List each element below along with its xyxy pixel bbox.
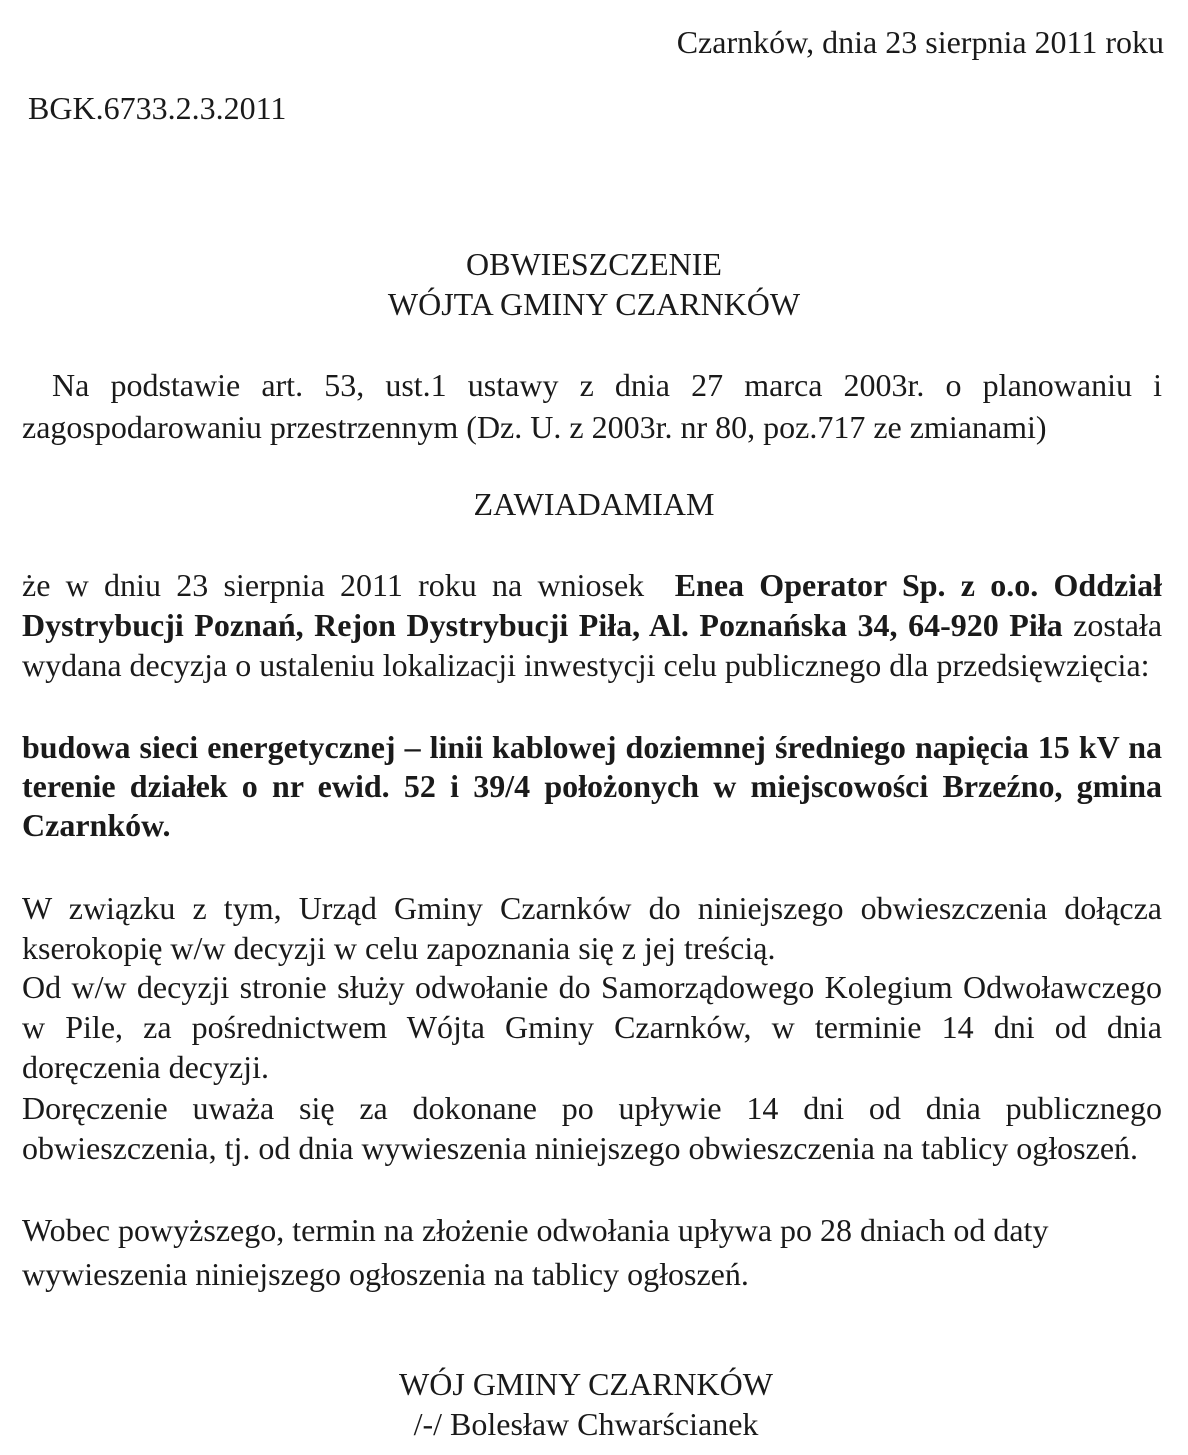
decision-outcome: została wydana decyzja o ustaleniu lokalizacji inwestycji celu publicznego dla przedsięwzięcia: bbox=[22, 607, 1163, 683]
notify-heading: ZAWIADAMIAM bbox=[473, 486, 715, 522]
reference-number: BGK.6733.2.3.2011 bbox=[28, 90, 287, 126]
signature-name: /-/ Bolesław Chwarścianek bbox=[413, 1406, 759, 1442]
paragraph-deadline bbox=[22, 1210, 1162, 1294]
decision-paragraph bbox=[22, 565, 1162, 685]
paragraph-delivery: Doręczenie uważa się za dokonane po upływie 14 dni od dnia publicznego obwieszczenia, tj. od dnia wywieszenia niniejszego obwieszczenia na tablicy ogłoszeń. bbox=[22, 1090, 1162, 1166]
decision-intro: że w dniu 23 sierpnia 2011 roku na wniosek bbox=[22, 567, 645, 603]
paragraph-appeal: Od w/w decyzji stronie służy odwołanie do Samorządowego Kolegium Odwoławczego w Pile, za pośrednictwem Wójta Gminy Czarnków, w terminie 14 dni od dnia doręczenia decyzji. bbox=[22, 969, 1162, 1085]
legal-basis-text: Na podstawie art. 53, ust.1 ustawy z dnia 27 marca 2003r. o planowaniu i zagospodarowaniu przestrzennym (Dz. U. z 2003r. nr 80, poz.717 ze zmianami) bbox=[22, 367, 1162, 445]
document-title bbox=[0, 244, 1188, 324]
date-place: Czarnków, dnia 23 sierpnia 2011 roku bbox=[676, 24, 1164, 60]
signature-block bbox=[399, 1364, 773, 1444]
paragraph-attachment: W związku z tym, Urząd Gminy Czarnków do niniejszego obwieszczenia dołącza kserokopię w/w decyzji w celu zapoznania się z jej treścią. bbox=[22, 890, 1162, 966]
applicant-name: Enea Operator Sp. z o.o. Oddział Dystrybucji Poznań, Rejon Dystrybucji Piła, Al. Poznańska 34, 64-920 Piła bbox=[22, 567, 1162, 643]
title-line-2: WÓJTA GMINY CZARNKÓW bbox=[387, 286, 801, 322]
paragraph-deadline-line-1: Wobec powyższego, termin na złożenie odwołania upływa po 28 dniach od daty bbox=[22, 1212, 1049, 1248]
signature-title: WÓJ GMINY CZARNKÓW bbox=[399, 1366, 773, 1402]
legal-basis-paragraph bbox=[22, 364, 1162, 448]
project-description: budowa sieci energetycznej – linii kablowej doziemnej średniego napięcia 15 kV na terenie działek o nr ewid. 52 i 39/4 położonych w miejscowości Brzeźno, gmina Czarnków. bbox=[22, 729, 1162, 843]
title-line-1: OBWIESZCZENIE bbox=[466, 246, 722, 282]
paragraph-deadline-line-2: wywieszenia niniejszego ogłoszenia na tablicy ogłoszeń. bbox=[22, 1256, 749, 1292]
